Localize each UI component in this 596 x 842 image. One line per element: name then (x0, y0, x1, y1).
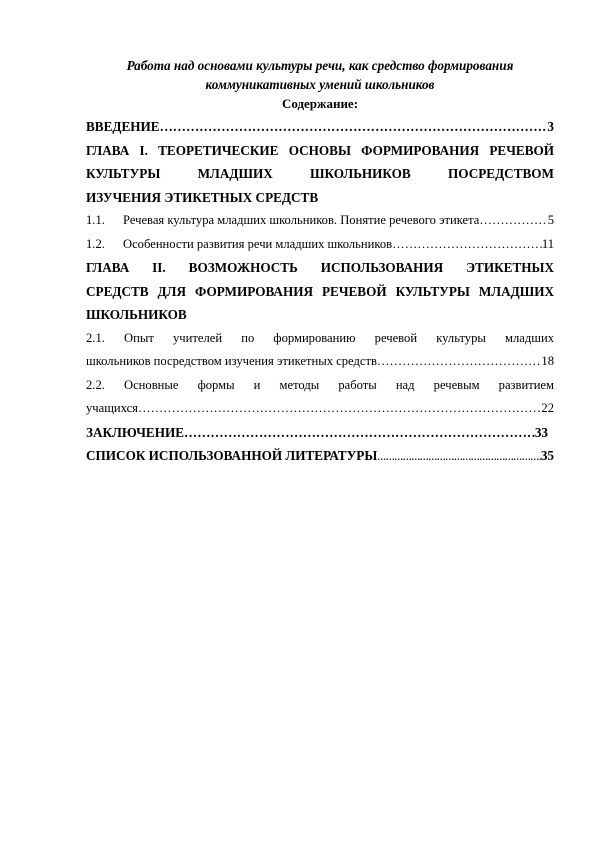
toc-entry-chapter-2 (86, 256, 554, 327)
toc-entry-intro (86, 115, 554, 139)
section-2-2-line-2: учащихся (86, 401, 138, 415)
toc-page-number: 35 (540, 448, 554, 463)
document-page (86, 56, 554, 470)
toc-entry-2-2 (86, 374, 554, 421)
toc-entry-label: ВВЕДЕНИЕ (86, 119, 160, 134)
title-line-1: Работа над основами культуры речи, как средство формирования (126, 58, 514, 73)
document-title (86, 56, 554, 94)
chapter-1-line-3: ИЗУЧЕНИЯ ЭТИКЕТНЫХ СРЕДСТВ (86, 189, 319, 205)
toc-page-number: 3 (547, 119, 554, 134)
chapter-1-line-2: КУЛЬТУРЫ МЛАДШИХ ШКОЛЬНИКОВ ПОСРЕДСТВОМ (86, 166, 554, 181)
table-of-contents (86, 115, 554, 470)
section-number: 1.1. (86, 213, 105, 227)
toc-entry-references (86, 444, 554, 470)
toc-entry-label: СПИСОК ИСПОЛЬЗОВАННОЙ ЛИТЕРАТУРЫ (86, 448, 378, 463)
leader-dots (377, 446, 541, 470)
toc-entry-label: ЗАКЛЮЧЕНИЕ (86, 424, 185, 440)
leader-dots (392, 233, 542, 257)
toc-entry-1-2 (86, 233, 554, 257)
chapter-1-line-1: ГЛАВА I. ТЕОРЕТИЧЕСКИЕ ОСНОВЫ ФОРМИРОВАНИЯ РЕЧЕВОЙ (86, 142, 554, 158)
chapter-2-line-1: ГЛАВА II. ВОЗМОЖНОСТЬ ИСПОЛЬЗОВАНИЯ ЭТИКЕТНЫХ (86, 260, 554, 275)
section-2-1-line-1: 2.1. Опыт учителей по формированию речевой культуры младших (86, 330, 554, 345)
leader-dots (138, 397, 541, 421)
toc-entry-label: Речевая культура младших школьников. Понятие речевого этикета (123, 213, 480, 227)
section-2-2-line-1: 2.2. Основные формы и методы работы над речевым развитием (86, 377, 554, 392)
toc-page-number: 11 (541, 236, 554, 251)
leader-dots (377, 350, 541, 374)
toc-page-number: 22 (541, 401, 554, 415)
toc-heading: Содержание: (281, 96, 359, 111)
toc-page-number: 18 (541, 354, 554, 368)
leader-dots (184, 421, 535, 445)
toc-entry-1-1 (86, 209, 554, 233)
title-line-2: коммуникативных умений школьников (205, 77, 435, 92)
section-2-1-line-2: школьников посредством изучения этикетных средств (86, 354, 377, 368)
leader-dots (479, 209, 547, 233)
toc-entry-conclusion (86, 421, 548, 445)
toc-entry-label: Особенности развития речи младших школьников (123, 236, 393, 251)
section-number: 1.2. (86, 236, 105, 251)
toc-page-number: 33 (534, 424, 548, 440)
toc-entry-2-1 (86, 327, 554, 374)
toc-page-number: 5 (547, 213, 554, 227)
leader-dots (160, 115, 548, 139)
chapter-2-line-3: ШКОЛЬНИКОВ (86, 307, 187, 322)
chapter-2-line-2: СРЕДСТВ ДЛЯ ФОРМИРОВАНИЯ РЕЧЕВОЙ КУЛЬТУРЫ МЛАДШИХ (86, 283, 554, 299)
toc-entry-chapter-1 (86, 139, 554, 210)
